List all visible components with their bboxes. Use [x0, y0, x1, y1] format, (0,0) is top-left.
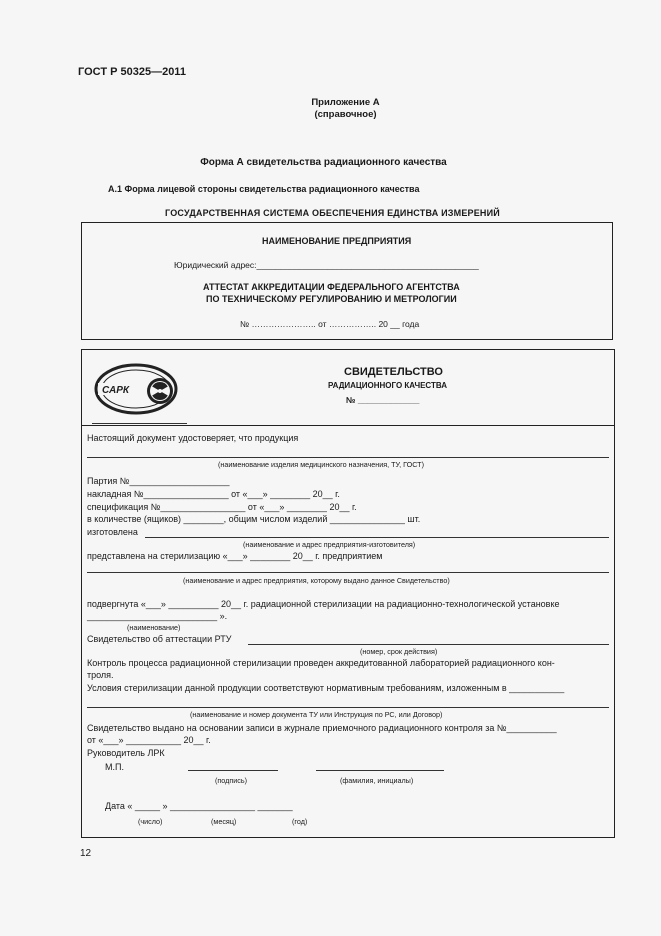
caption-number-validity: (номер, срок действия)	[360, 647, 438, 656]
sterilization-line: подвергнута «___» __________ 20__ г. радиационной стерилизации на радиационно-технологической установке	[87, 599, 560, 609]
signature-line	[188, 770, 278, 771]
rtu-certificate-line	[248, 644, 609, 645]
caption-document: (наименование и номер документа ТУ или Инструкция по РС, или Договор)	[190, 710, 443, 719]
batch-number: Партия №____________________	[87, 476, 230, 486]
submitted-line: представлена на стерилизацию «___» ________ 20__ г. предприятием	[87, 551, 383, 561]
quantity-line: в количестве (ящиков) ________, общим числом изделий _______________ шт.	[87, 514, 421, 524]
page-number: 12	[80, 848, 92, 859]
form-title: Форма А свидетельства радиационного качества	[200, 157, 447, 168]
caption-month: (месяц)	[211, 817, 237, 826]
logo-text: САРК	[102, 385, 130, 396]
name-line	[316, 770, 444, 771]
manufacturer-line	[145, 537, 609, 538]
issued-basis-text: Свидетельство выдано на основании записи в журнале приемочного радиационного контроля за №__________	[87, 723, 557, 733]
enterprise-line	[87, 572, 609, 573]
installation-line: __________________________ ».	[87, 611, 228, 621]
invoice-line: накладная №_________________ от «___» ________ 20__ г.	[87, 489, 340, 499]
caption-day: (число)	[138, 817, 163, 826]
issued-date-line: от «___» ___________ 20__ г.	[87, 735, 211, 745]
caption-name: (наименование)	[127, 623, 181, 632]
annex-type: (справочное)	[314, 109, 377, 120]
certificate-number: № _____________	[346, 395, 420, 405]
rtu-certificate-label: Свидетельство об аттестации РТУ	[87, 634, 232, 644]
intro-text: Настоящий документ удостоверяет, что продукция	[87, 433, 299, 443]
section-heading: А.1 Форма лицевой стороны свидетельства радиационного качества	[108, 184, 420, 194]
document-line	[87, 707, 609, 708]
caption-manufacturer: (наименование и адрес предприятия-изготовителя)	[243, 540, 416, 549]
document-header: ГОСТ Р 50325—2011	[78, 66, 186, 78]
head-label: Руководитель ЛРК	[87, 748, 165, 758]
attest-number: № ………………….. от …………….. 20 __ года	[240, 319, 420, 329]
control-text-1: Контроль процесса радиационной стерилизации проведен аккредитованной лабораторией радиационного кон-	[87, 658, 555, 668]
specification-line: спецификация №_________________ от «___» ________ 20__ г.	[87, 502, 357, 512]
control-text-2: троля.	[87, 670, 114, 680]
attest-line-1: АТТЕСТАТ АККРЕДИТАЦИИ ФЕДЕРАЛЬНОГО АГЕНТСТВА	[203, 282, 460, 292]
manufactured-label: изготовлена	[87, 527, 138, 537]
certificate-title: СВИДЕТЕЛЬСТВО	[344, 366, 443, 378]
stamp-label: М.П.	[105, 762, 124, 772]
certificate-subtitle: РАДИАЦИОННОГО КАЧЕСТВА	[328, 381, 448, 390]
sark-logo	[92, 355, 192, 419]
caption-year: (год)	[292, 817, 308, 826]
conditions-text: Условия стерилизации данной продукции соответствуют нормативным требованиям, изложенным в ___________	[87, 683, 565, 693]
attest-line-2: ПО ТЕХНИЧЕСКОМУ РЕГУЛИРОВАНИЮ И МЕТРОЛОГИИ	[206, 294, 457, 304]
logo-underline	[92, 423, 187, 424]
date-line: Дата « _____ » _________________ _______	[105, 801, 293, 811]
caption-enterprise: (наименование и адрес предприятия, которому выдано данное Свидетельство)	[183, 576, 450, 585]
caption-signature: (подпись)	[215, 776, 247, 785]
legal-address: Юридический адрес:_______________________________________________	[174, 260, 479, 270]
org-name: НАИМЕНОВАНИЕ ПРЕДПРИЯТИЯ	[262, 236, 412, 246]
caption-full-name: (фамилия, инициалы)	[340, 776, 414, 785]
caption-product: (наименование изделия медицинского назначения, ТУ, ГОСТ)	[218, 460, 424, 469]
system-title: ГОСУДАРСТВЕННАЯ СИСТЕМА ОБЕСПЕЧЕНИЯ ЕДИНСТВА ИЗМЕРЕНИЙ	[165, 208, 500, 218]
product-line	[87, 457, 609, 458]
annex-title: Приложение А	[311, 97, 380, 108]
certificate-divider	[81, 425, 615, 426]
